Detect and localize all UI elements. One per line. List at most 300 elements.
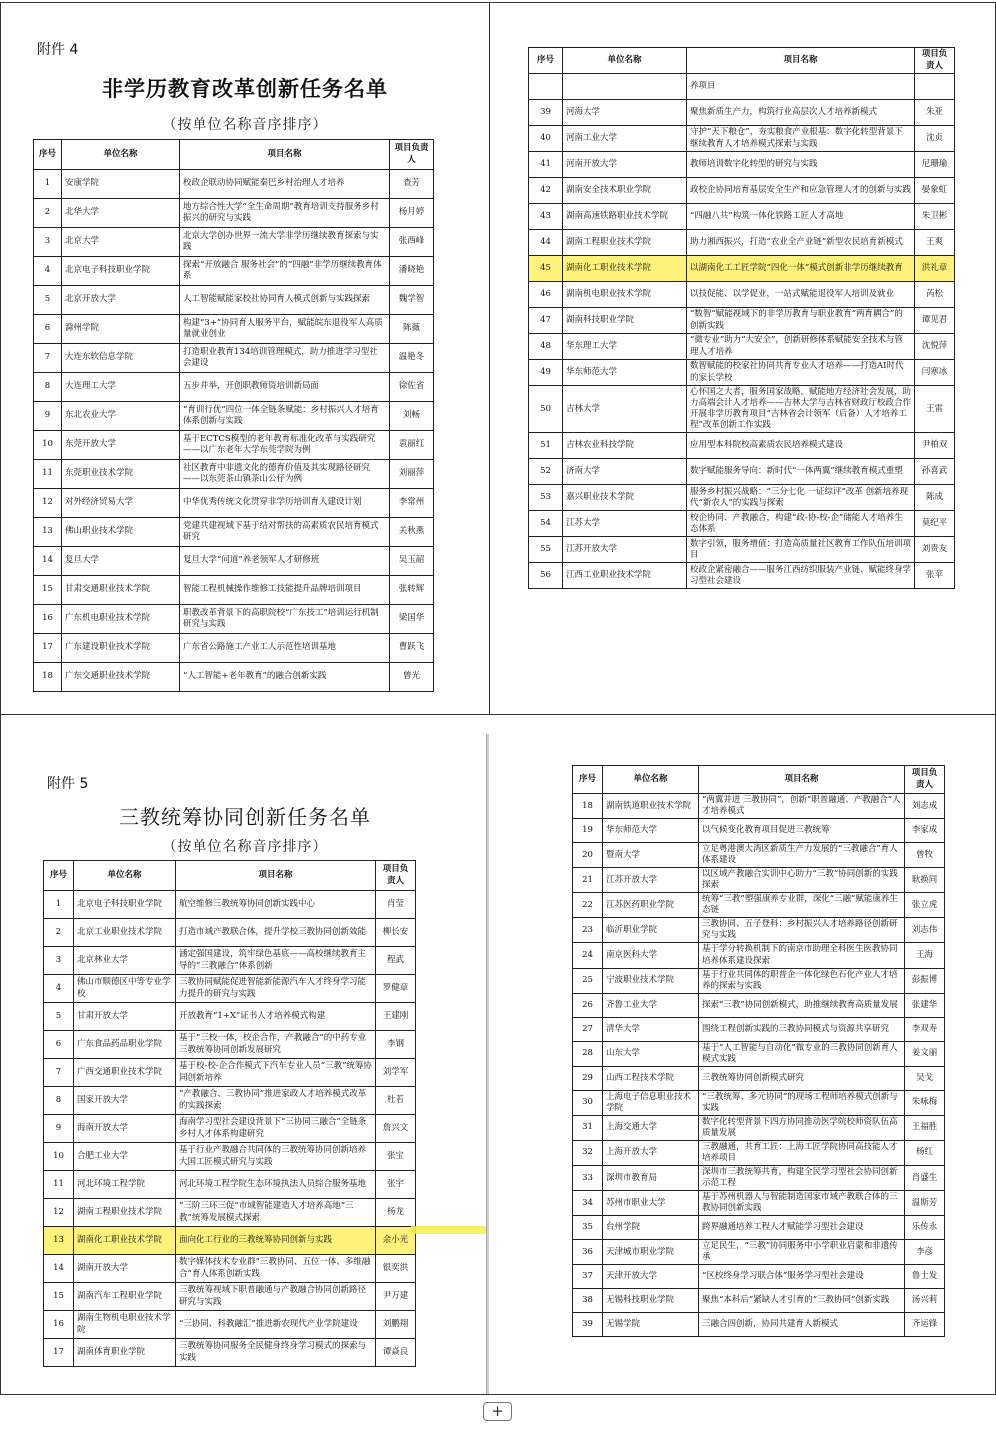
cell-project: 服务乡村振兴战略：“三分七化 一证综评”改革 创新培养现代“新农人”的实践与探索 bbox=[687, 485, 915, 511]
cell-lead: 肖盛生 bbox=[905, 1166, 945, 1191]
cell-seq: 9 bbox=[44, 1115, 74, 1143]
cell-unit: 河海大学 bbox=[563, 100, 687, 126]
cell-seq: 47 bbox=[529, 308, 563, 334]
cell-lead: 张转辉 bbox=[390, 576, 434, 605]
cell-lead: 尼珊瑜 bbox=[915, 152, 955, 178]
cell-unit: 河北环境工程学院 bbox=[74, 1171, 176, 1199]
cell-seq: 36 bbox=[573, 1240, 603, 1265]
table-row bbox=[44, 919, 416, 947]
cell-lead: 刘丽萍 bbox=[390, 460, 434, 489]
cell-seq: 8 bbox=[44, 1087, 74, 1115]
cell-project: 智能工程机械操作维修工技能提升品牌培训项目 bbox=[180, 576, 390, 605]
cell-project: “育训行优”四位一体全链条赋能：乡村振兴人才培育体系创新与实践 bbox=[180, 402, 390, 431]
cell-unit: 江苏医药职业学院 bbox=[603, 893, 699, 918]
cell-lead: 徐佐省 bbox=[390, 373, 434, 402]
col-header-lead: 项目负责人 bbox=[905, 766, 945, 794]
table-row bbox=[573, 868, 945, 893]
cell-lead: 乐传永 bbox=[905, 1216, 945, 1240]
cell-seq: 13 bbox=[34, 518, 62, 547]
cell-seq: 5 bbox=[44, 1003, 74, 1031]
cell-lead: 姜文丽 bbox=[905, 1041, 945, 1066]
col-header-lead: 项目负责人 bbox=[390, 140, 434, 170]
cell-seq: 14 bbox=[44, 1255, 74, 1283]
cell-lead: 刘学军 bbox=[376, 1059, 416, 1087]
cell-lead: 王福胜 bbox=[905, 1115, 945, 1140]
cell-seq: 2 bbox=[34, 199, 62, 228]
cell-lead: 陈成 bbox=[915, 485, 955, 511]
col-header-seq: 序号 bbox=[529, 48, 563, 74]
cell-unit: 甘肃交通职业技术学院 bbox=[62, 576, 180, 605]
cell-project: 深圳市三教统筹共育，构建全民学习型社会协同创新示范工程 bbox=[699, 1166, 905, 1191]
cell-unit: 深圳市教育局 bbox=[603, 1166, 699, 1191]
table-row bbox=[573, 819, 945, 843]
table-row bbox=[34, 315, 434, 344]
cell-unit: 上海交通大学 bbox=[603, 1115, 699, 1140]
cell-seq: 45 bbox=[529, 256, 563, 282]
cell-project: 打造职业教育134培训管理模式，助力推进学习型社会建设 bbox=[180, 344, 390, 373]
table-row bbox=[529, 459, 955, 485]
cell-seq: 50 bbox=[529, 386, 563, 433]
cell-project: 打造市域产教联合体，提升学校三教协同创新效能 bbox=[176, 919, 376, 947]
cell-seq: 16 bbox=[44, 1311, 74, 1339]
cell-seq: 14 bbox=[34, 547, 62, 576]
cell-seq: 52 bbox=[529, 459, 563, 485]
cell-project: 三教统筹协同服务全民健身终身学习模式的探索与实践 bbox=[176, 1339, 376, 1367]
table-row bbox=[44, 1255, 416, 1283]
cell-seq: 18 bbox=[34, 663, 62, 692]
table-row bbox=[529, 178, 955, 204]
cell-project: 基于学分转换机制下的南京市助理全科医生医教协同培养体系建设探索 bbox=[699, 943, 905, 968]
cell-lead: 朱卫彬 bbox=[915, 204, 955, 230]
col-header-seq: 序号 bbox=[573, 766, 603, 794]
cell-project: 统筹“三教”塑强康养专业群，深化“三融”赋能康养生态链 bbox=[699, 893, 905, 918]
cell-project: 围绕工程创新实践的三教协同模式与资源共享研究 bbox=[699, 1017, 905, 1041]
cell-unit: 东莞开放大学 bbox=[62, 431, 180, 460]
cell-seq: 25 bbox=[573, 968, 603, 993]
cell-unit: 华东师范大学 bbox=[603, 819, 699, 843]
cell-project: “三协同、科教融汇”推进新农现代产业学院建设 bbox=[176, 1311, 376, 1339]
table-row bbox=[44, 1059, 416, 1087]
document-subtitle: （按单位名称音序排序） bbox=[162, 839, 328, 855]
table-row bbox=[573, 993, 945, 1017]
cell-seq: 15 bbox=[34, 576, 62, 605]
cell-unit: 北京林业大学 bbox=[74, 947, 176, 975]
cell-project: “四融八共”构筑一体化铁路工匠人才高地 bbox=[687, 204, 915, 230]
cell-seq: 1 bbox=[34, 170, 62, 199]
cell-unit: 河南开放大学 bbox=[563, 152, 687, 178]
page-attachment5-second bbox=[489, 714, 996, 1395]
cell-unit: 嘉兴职业技术学院 bbox=[563, 485, 687, 511]
cell-lead: 刘贵友 bbox=[915, 537, 955, 563]
cell-lead: 杨月婷 bbox=[390, 199, 434, 228]
cell-seq: 12 bbox=[34, 489, 62, 518]
table-row bbox=[573, 918, 945, 943]
page-attachment5-first bbox=[0, 714, 490, 1395]
table-row bbox=[529, 511, 955, 537]
cell-unit: 济南大学 bbox=[563, 459, 687, 485]
cell-unit: 佛山市顺德区中等专业学校 bbox=[74, 975, 176, 1003]
cell-project: 探索“三教”协同创新模式，助推继续教育高质量发展 bbox=[699, 993, 905, 1017]
cell-project: 以气候变化教育项目促进三教统筹 bbox=[699, 819, 905, 843]
cell-unit: 江苏大学 bbox=[563, 511, 687, 537]
cell-unit: 华东师范大学 bbox=[563, 360, 687, 386]
cell-seq: 26 bbox=[573, 993, 603, 1017]
cell-project: 三教协同赋能促进智能新能源汽车人才终身学习能力提升的研究与实践 bbox=[176, 975, 376, 1003]
cell-seq: 3 bbox=[34, 228, 62, 257]
cell-unit: 山西工程技术学院 bbox=[603, 1066, 699, 1090]
col-header-lead: 项目负责人 bbox=[915, 48, 955, 74]
cell-seq: 23 bbox=[573, 918, 603, 943]
cell-unit: 广西交通职业技术学院 bbox=[74, 1059, 176, 1087]
cell-unit: 江苏开放大学 bbox=[603, 868, 699, 893]
table-row bbox=[573, 1041, 945, 1066]
cell-seq: 21 bbox=[573, 868, 603, 893]
cell-lead: 朱亚 bbox=[915, 100, 955, 126]
table-row bbox=[44, 1311, 416, 1339]
table-row bbox=[34, 344, 434, 373]
cell-lead: 耿换同 bbox=[905, 868, 945, 893]
col-header-seq: 序号 bbox=[44, 861, 74, 891]
table-row bbox=[44, 1227, 416, 1255]
cell-seq: 42 bbox=[529, 178, 563, 204]
col-header-unit: 单位名称 bbox=[74, 861, 176, 891]
cell-seq: 33 bbox=[573, 1166, 603, 1191]
cell-seq: 15 bbox=[44, 1283, 74, 1311]
cell-seq: 13 bbox=[44, 1227, 74, 1255]
cell-lead: 刘畅 bbox=[390, 402, 434, 431]
cell-project: 聚焦“本科后”紧缺人才引育的“三教协同”创新实践 bbox=[699, 1289, 905, 1313]
cell-seq: 46 bbox=[529, 282, 563, 308]
cell-project: 职教改革背景下的高职院校“广东技工”培训运行机制研究与实践 bbox=[180, 605, 390, 634]
cell-lead: 齐运锋 bbox=[905, 1313, 945, 1337]
cell-project: 三教融通，共育工匠：上海工匠学院协同高技能人才培养项目 bbox=[699, 1140, 905, 1165]
cell-unit: 湖南生物机电职业技术学院 bbox=[74, 1311, 176, 1339]
cell-unit: 广东食品药品职业学院 bbox=[74, 1031, 176, 1059]
attachment-label: 附件 4 bbox=[37, 42, 79, 58]
cell-lead: 洪礼章 bbox=[915, 256, 955, 282]
cell-seq: 44 bbox=[529, 230, 563, 256]
cell-seq: 11 bbox=[34, 460, 62, 489]
cell-project: 立足粤港澳大湾区新质生产力发展的“三教融合”育人体系建设 bbox=[699, 843, 905, 868]
table-row bbox=[529, 334, 955, 360]
cell-seq: 30 bbox=[573, 1090, 603, 1115]
cell-unit: 山东大学 bbox=[603, 1041, 699, 1066]
cell-unit: 湖南化工职业技术学院 bbox=[563, 256, 687, 282]
table-row bbox=[573, 1166, 945, 1191]
cell-lead: 芮松 bbox=[915, 282, 955, 308]
table-row bbox=[44, 975, 416, 1003]
cell-project: 数字赋能服务导向：新时代“一体两翼”继续教育模式重塑 bbox=[687, 459, 915, 485]
cell-unit: 东莞职业技术学院 bbox=[62, 460, 180, 489]
cell-unit: 苏州市职业大学 bbox=[603, 1191, 699, 1216]
col-header-unit: 单位名称 bbox=[62, 140, 180, 170]
table-row bbox=[44, 1199, 416, 1227]
cell-project: 航空维修三教统筹协同创新实践中心 bbox=[176, 891, 376, 919]
cell-project: 广东省公路施工产业工人示范性培训基地 bbox=[180, 634, 390, 663]
cell-lead: 吴戈 bbox=[905, 1066, 945, 1090]
cell-seq: 10 bbox=[34, 431, 62, 460]
cell-seq: 17 bbox=[44, 1339, 74, 1367]
cell-project: 教师培训数字化转型的研究与实践 bbox=[687, 152, 915, 178]
cell-lead: 刘志伟 bbox=[905, 918, 945, 943]
cell-lead: 柳长安 bbox=[376, 919, 416, 947]
cell-unit: 湖南高速铁路职业技术学院 bbox=[563, 204, 687, 230]
table-row bbox=[529, 204, 955, 230]
cell-unit: 湖南化工职业技术学院 bbox=[74, 1227, 176, 1255]
cell-project: 数字化转型背景下四方协同推动医学院校师资队伍高质量发展 bbox=[699, 1115, 905, 1140]
cell-lead: 闫寒冰 bbox=[915, 360, 955, 386]
cell-unit: 湖南工程职业技术学院 bbox=[563, 230, 687, 256]
cell-lead: 鲁士发 bbox=[905, 1265, 945, 1289]
cell-seq: 49 bbox=[529, 360, 563, 386]
cell-lead: 查芳 bbox=[390, 170, 434, 199]
cell-project: 三教统筹协同创新模式研究 bbox=[699, 1066, 905, 1090]
table-row bbox=[44, 1031, 416, 1059]
table-row bbox=[44, 1171, 416, 1199]
cell-unit: 北京工业职业技术学院 bbox=[74, 919, 176, 947]
cell-project: 以区域产教融合实训中心助力“三教”协同创新的实践探索 bbox=[699, 868, 905, 893]
page-attachment4-first bbox=[0, 2, 490, 715]
cell-lead: 李彦 bbox=[905, 1240, 945, 1265]
cell-unit: 湖南机电职业技术学院 bbox=[563, 282, 687, 308]
cell-project: 助力湘西振兴，打造“农业全产业链”新型农民培育新模式 bbox=[687, 230, 915, 256]
cell-project: 基于校-校-企合作模式下汽车专业人员“三教”统筹协同创新培养 bbox=[176, 1059, 376, 1087]
cell-lead: 张立虎 bbox=[905, 893, 945, 918]
cell-unit: 天津城市职业学院 bbox=[603, 1240, 699, 1265]
cell-unit: 东北农业大学 bbox=[62, 402, 180, 431]
table-row bbox=[529, 433, 955, 459]
table-row bbox=[573, 1240, 945, 1265]
table-row bbox=[44, 1003, 416, 1031]
cell-unit: 复旦大学 bbox=[62, 547, 180, 576]
cell-seq: 2 bbox=[44, 919, 74, 947]
task-table bbox=[528, 47, 955, 589]
cell-unit: 无锡科技职业学院 bbox=[603, 1289, 699, 1313]
cell-lead: 王雷 bbox=[915, 386, 955, 433]
cell-unit: 湖南汽车工程职业学院 bbox=[74, 1283, 176, 1311]
cell-lead: 曹跃飞 bbox=[390, 634, 434, 663]
cell-seq: 24 bbox=[573, 943, 603, 968]
cell-project: 校政企紧密融合——服务江西纺织服装产业链、赋能终身学习型社会建设 bbox=[687, 563, 915, 589]
cell-project: 基于苏州机器人与智能制造国家市域产教联合体的三教协同创新实践 bbox=[699, 1191, 905, 1216]
cell-lead: 潘晓艳 bbox=[390, 257, 434, 286]
cell-lead: 张西峰 bbox=[390, 228, 434, 257]
cell-seq bbox=[529, 74, 563, 100]
cell-project: 基于行业共同体的职普企一体化绿色石化产业人才培养的探索与实践 bbox=[699, 968, 905, 993]
cell-unit: 暨南大学 bbox=[603, 843, 699, 868]
cell-seq: 6 bbox=[44, 1031, 74, 1059]
table-row bbox=[34, 518, 434, 547]
table-row bbox=[34, 373, 434, 402]
cell-lead: 张苹 bbox=[915, 563, 955, 589]
cell-project: 三融合四创新，协同共建育人新模式 bbox=[699, 1313, 905, 1337]
cell-seq: 7 bbox=[44, 1059, 74, 1087]
table-row bbox=[529, 282, 955, 308]
cell-unit: 广东机电职业技术学院 bbox=[62, 605, 180, 634]
table-row bbox=[529, 386, 955, 433]
cell-seq: 53 bbox=[529, 485, 563, 511]
cell-lead: 王海 bbox=[905, 943, 945, 968]
cell-project: 地方综合性大学“全生命周期”教育培训支持服务乡村振兴的研究与实践 bbox=[180, 199, 390, 228]
cell-seq: 6 bbox=[34, 315, 62, 344]
cell-lead: 王爽 bbox=[915, 230, 955, 256]
cell-seq: 35 bbox=[573, 1216, 603, 1240]
cell-unit: 清华大学 bbox=[603, 1017, 699, 1041]
table-row bbox=[44, 1087, 416, 1115]
cell-seq: 31 bbox=[573, 1115, 603, 1140]
col-header-project: 项目名称 bbox=[699, 766, 905, 794]
table-row bbox=[44, 1339, 416, 1367]
cell-seq: 38 bbox=[573, 1289, 603, 1313]
cell-lead: 莫纪平 bbox=[915, 511, 955, 537]
cell-lead: 陈薇 bbox=[390, 315, 434, 344]
cell-seq: 41 bbox=[529, 152, 563, 178]
cell-unit: 台州学院 bbox=[603, 1216, 699, 1240]
cell-unit: 宁波职业技术学院 bbox=[603, 968, 699, 993]
cell-project: 构建“3+”协同育人服务平台，赋能皖东退役军人高质量就业创业 bbox=[180, 315, 390, 344]
table-row bbox=[573, 1289, 945, 1313]
cell-seq: 5 bbox=[34, 286, 62, 315]
cell-project: 数字引领，服务增值：打造高质量社区教育工作队伍培训项目 bbox=[687, 537, 915, 563]
cell-unit: 国家开放大学 bbox=[74, 1087, 176, 1115]
task-table bbox=[572, 765, 945, 1337]
cell-project: 基于“三校一体，校企合作，产教融合”的中药专业三教统筹协同创新发展研究 bbox=[176, 1031, 376, 1059]
cell-lead: 梁国华 bbox=[390, 605, 434, 634]
cell-project: “产教融合、三教协同”推进家政人才培养模式改革的实践探索 bbox=[176, 1087, 376, 1115]
cell-lead: 余小光 bbox=[376, 1227, 416, 1255]
document-subtitle: （按单位名称音序排序） bbox=[162, 117, 328, 133]
document-title: 三教统筹协同创新任务名单 bbox=[119, 805, 371, 829]
table-row bbox=[34, 576, 434, 605]
table-row bbox=[529, 230, 955, 256]
table-row bbox=[529, 100, 955, 126]
task-table bbox=[33, 139, 434, 692]
cell-project: “人工智能+老年教育”的融合创新实践 bbox=[180, 663, 390, 692]
cell-lead: 詹兴文 bbox=[376, 1115, 416, 1143]
cell-unit: 安康学院 bbox=[62, 170, 180, 199]
table-row bbox=[34, 547, 434, 576]
table-row bbox=[34, 634, 434, 663]
cell-lead: 孙喜武 bbox=[915, 459, 955, 485]
cell-seq: 17 bbox=[34, 634, 62, 663]
add-page-button[interactable] bbox=[483, 1402, 512, 1421]
cell-seq: 40 bbox=[529, 126, 563, 152]
cell-seq: 4 bbox=[44, 975, 74, 1003]
cell-unit: 大连理工大学 bbox=[62, 373, 180, 402]
cell-project: 社区教育中非遗文化的德育价值及其实现路径研究——以东莞茶山镇茶山公仔为例 bbox=[180, 460, 390, 489]
cell-seq: 32 bbox=[573, 1140, 603, 1165]
cell-project: 三教协同、五子登科：乡村振兴人才培养路径创新研究与实践 bbox=[699, 918, 905, 943]
cell-unit: 北华大学 bbox=[62, 199, 180, 228]
col-header-unit: 单位名称 bbox=[603, 766, 699, 794]
cell-seq: 51 bbox=[529, 433, 563, 459]
cell-lead: 杨红 bbox=[905, 1140, 945, 1165]
cell-seq: 1 bbox=[44, 891, 74, 919]
cell-unit: 大连东软信息学院 bbox=[62, 344, 180, 373]
cell-unit: 广东建设职业技术学院 bbox=[62, 634, 180, 663]
cell-lead: 沈贞 bbox=[915, 126, 955, 152]
cell-project: 复旦大学“问道”养老领军人才研修班 bbox=[180, 547, 390, 576]
cell-seq: 11 bbox=[44, 1171, 74, 1199]
cell-project: 基于ECTCS模型的老年教育标准化改革与实践研究——以广东老年大学东莞学院为例 bbox=[180, 431, 390, 460]
cell-project: 中华优秀传统文化贯穿非学历培训育人建设计划 bbox=[180, 489, 390, 518]
cell-seq: 34 bbox=[573, 1191, 603, 1216]
attachment-label: 附件 5 bbox=[47, 776, 89, 792]
cell-unit: 齐鲁工业大学 bbox=[603, 993, 699, 1017]
cell-lead: 袁丽红 bbox=[390, 431, 434, 460]
cell-seq: 56 bbox=[529, 563, 563, 589]
cell-lead: 刘鹏翔 bbox=[376, 1311, 416, 1339]
table-row bbox=[34, 228, 434, 257]
col-header-project: 项目名称 bbox=[180, 140, 390, 170]
cell-lead: 尹柏双 bbox=[915, 433, 955, 459]
cell-unit: 上海开放大学 bbox=[603, 1140, 699, 1165]
cell-unit: 无锡学院 bbox=[603, 1313, 699, 1337]
cell-lead: 银奕洪 bbox=[376, 1255, 416, 1283]
cell-project: 海南学习型社会建设背景下“三协同三融合”全链条乡村人才体系构建研究 bbox=[176, 1115, 376, 1143]
cell-unit: 华东理工大学 bbox=[563, 334, 687, 360]
table-row bbox=[529, 126, 955, 152]
table-row bbox=[573, 1115, 945, 1140]
cell-seq: 28 bbox=[573, 1041, 603, 1066]
cell-unit: 湖南铁道职业技术学院 bbox=[603, 794, 699, 819]
table-row bbox=[529, 537, 955, 563]
table-row bbox=[34, 199, 434, 228]
table-row bbox=[529, 152, 955, 178]
col-header-seq: 序号 bbox=[34, 140, 62, 170]
cell-seq: 16 bbox=[34, 605, 62, 634]
cell-lead: 张宇 bbox=[376, 1171, 416, 1199]
table-row bbox=[34, 460, 434, 489]
table-row bbox=[573, 968, 945, 993]
cell-project: 基于“人工智能与自动化”微专业的三教协同创新育人模式实践 bbox=[699, 1041, 905, 1066]
table-row bbox=[573, 893, 945, 918]
cell-project: “区校终身学习联合体”服务学习型社会建设 bbox=[699, 1265, 905, 1289]
cell-lead: 程武 bbox=[376, 947, 416, 975]
cell-unit: 临沂职业学院 bbox=[603, 918, 699, 943]
cell-lead: 温斯芳 bbox=[905, 1191, 945, 1216]
table-row bbox=[573, 1216, 945, 1240]
cell-project: “微专业”助力“大安全”，创新研修体系赋能安全技术与管理人才培养 bbox=[687, 334, 915, 360]
cell-unit: 滁州学院 bbox=[62, 315, 180, 344]
cell-project: 涵定强国建设，筑牢绿色基底——高校继续教育主导的“三教融合”体系创新 bbox=[176, 947, 376, 975]
cell-unit: 广东交通职业技术学院 bbox=[62, 663, 180, 692]
cell-unit: 合肥工业大学 bbox=[74, 1143, 176, 1171]
cell-project: 基于行业产教融合共同体的三教统筹协同创新培养大国工匠模式研究与实践 bbox=[176, 1143, 376, 1171]
cell-seq: 22 bbox=[573, 893, 603, 918]
cell-seq: 9 bbox=[34, 402, 62, 431]
table-row bbox=[44, 1283, 416, 1311]
cell-seq: 37 bbox=[573, 1265, 603, 1289]
cell-project: 以湖南化工工匠学院“四化一体”模式创新非学历继续教育 bbox=[687, 256, 915, 282]
cell-project: 开放教育“1+X”证书人才培养模式构建 bbox=[176, 1003, 376, 1031]
cell-unit: 北京电子科技职业学院 bbox=[74, 891, 176, 919]
cell-seq: 7 bbox=[34, 344, 62, 373]
cell-lead: 刘志成 bbox=[905, 794, 945, 819]
plus-icon: + bbox=[491, 1402, 504, 1420]
cell-lead: 彭振博 bbox=[905, 968, 945, 993]
cell-unit: 湖南开放大学 bbox=[74, 1255, 176, 1283]
cell-lead: 谭焱良 bbox=[376, 1339, 416, 1367]
cell-project: 跨界融通培养工程人才赋能学习型社会建设 bbox=[699, 1216, 905, 1240]
table-row bbox=[529, 485, 955, 511]
cell-unit: 佛山职业技术学院 bbox=[62, 518, 180, 547]
cell-lead: 魏学智 bbox=[390, 286, 434, 315]
cell-lead: 关秋燕 bbox=[390, 518, 434, 547]
cell-lead: 王建刚 bbox=[376, 1003, 416, 1031]
cell-lead: 曾牧 bbox=[905, 843, 945, 868]
cell-lead: 朱咏梅 bbox=[905, 1090, 945, 1115]
